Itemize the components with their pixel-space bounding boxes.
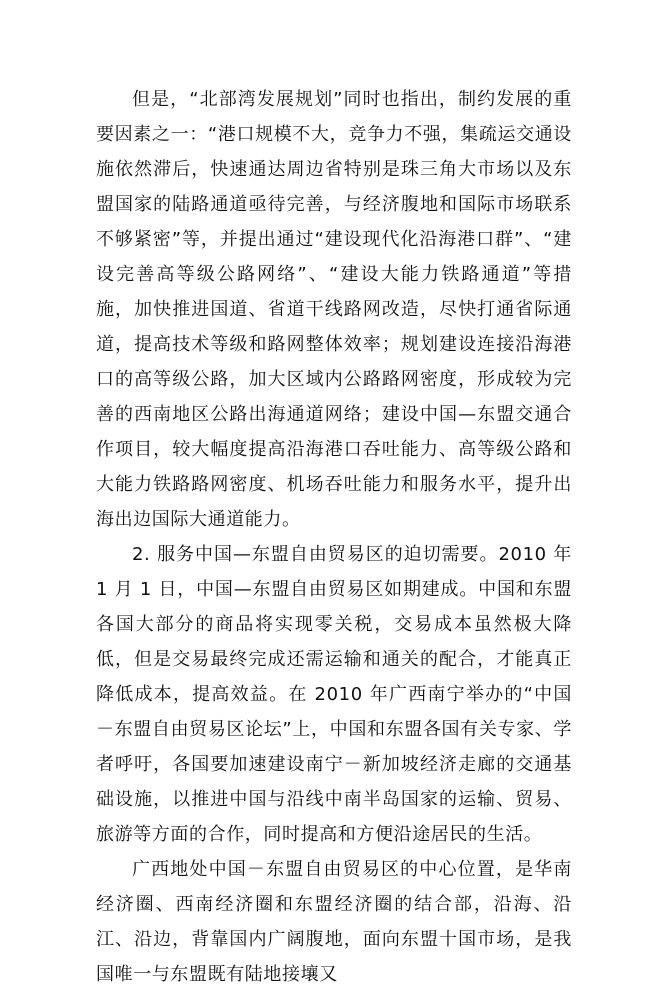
paragraph-guangxi-location: 广西地处中国－东盟自由贸易区的中心位置，是华南经济圈、西南经济圈和东盟经济圈的结合部，沿海、沿江、沿边，背靠国内广阔腹地，面向东盟十国市场，是我国唯一与东盟既有陆地接壤又: [96, 859, 572, 985]
paragraph-port-constraints: 但是，“北部湾发展规划”同时也指出，制约发展的重要因素之一：“港口规模不大，竞争力不强，集疏运交通设施依然滞后，快速通达周边省特别是珠三角大市场以及东盟国家的陆路通道亟待完善，与经济腹地和国际市场联系不够紧密”等，并提出通过“建设现代化沿海港口群”、“建设完善高等级公路网络”、“建设大能力铁路通道”等措施，加快推进国道、省道干线路网改造，尽快打通省际通道，提高技术等级和路网整体效率；规划建设连接沿海港口的高等级公路，加大区域内公路路网密度，形成较为完善的西南地区公路出海通道网络；建设中国—东盟交通合作项目，较大幅度提高沿海港口吞吐能力、高等级公路和大能力铁路路网密度、机场吞吐能力和服务水平，提升出海出边国际大通道能力。: [96, 89, 572, 530]
paragraph-fta-demand: 2. 服务中国—东盟自由贸易区的迫切需要。2010 年 1 月 1 日，中国—东盟自由贸易区如期建成。中国和东盟各国大部分的商品将实现零关税，交易成本虽然极大降低，但是交易最终完成还需运输和通关的配合，才能真正降低成本，提高效益。在 2010 年广西南宁举办的“中国－东盟自由贸易区论坛”上，中国和东盟各国有关专家、学者呼吁，各国要加速建设南宁－新加坡经济走廊的交通基础设施，以推进中国与沿线中南半岛国家的运输、贸易、旅游等方面的合作，同时提高和方便沿途居民的生活。: [96, 544, 572, 845]
document-body: [96, 82, 572, 992]
